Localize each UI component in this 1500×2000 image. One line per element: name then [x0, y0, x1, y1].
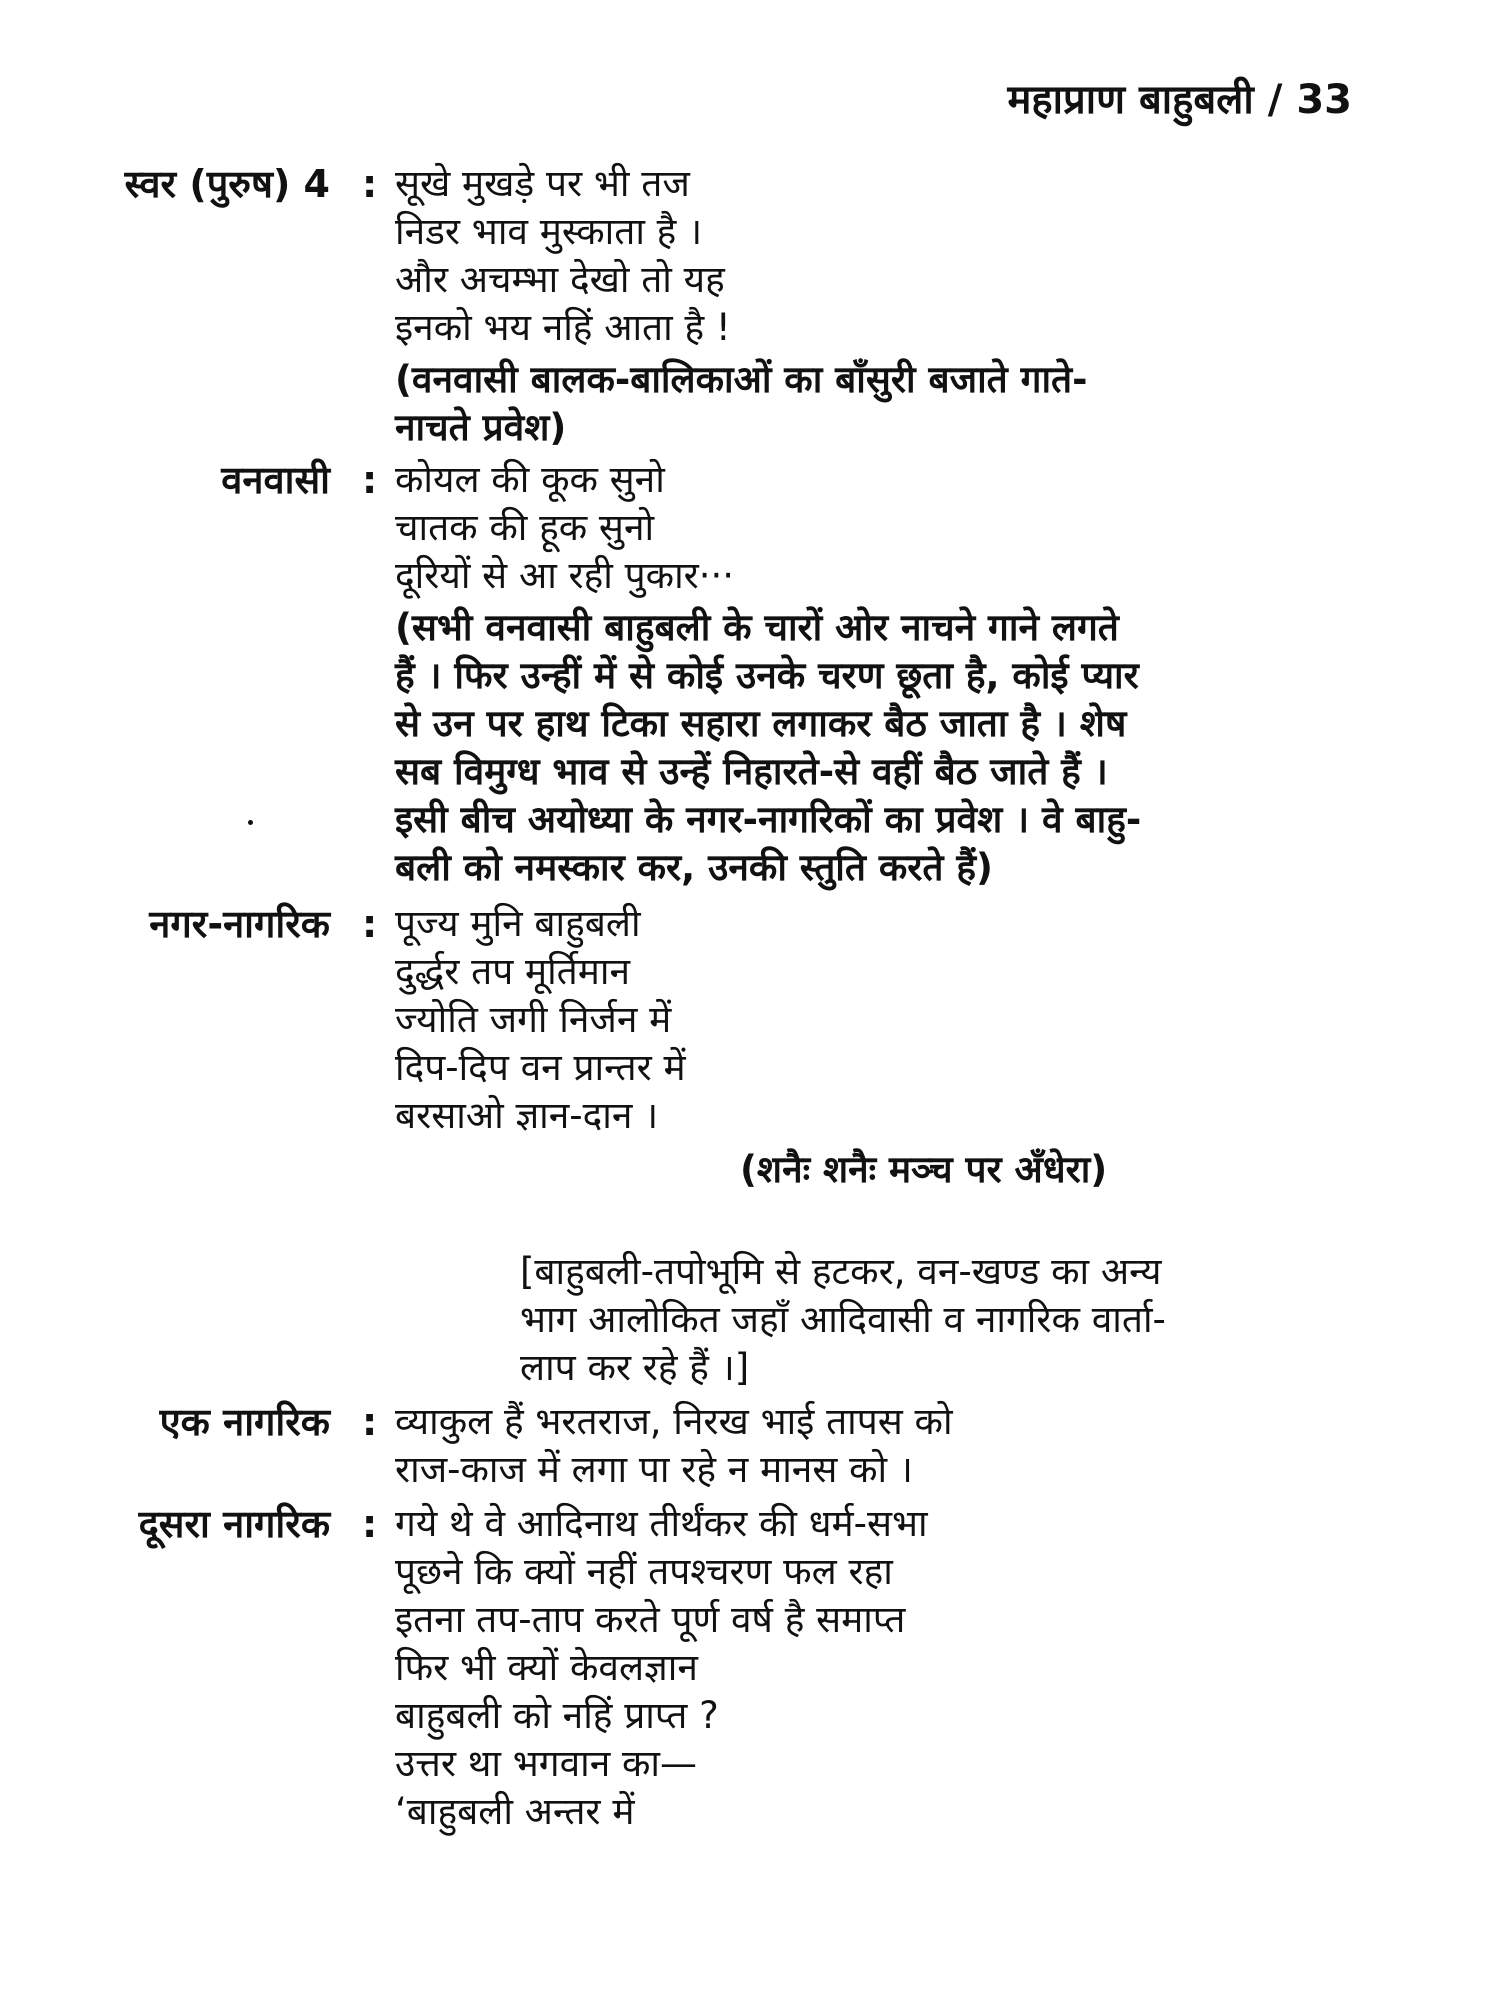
verse-line: गये थे वे आदिनाथ तीर्थंकर की धर्म-सभा [395, 1502, 928, 1545]
speaker-name: एक नागरिक [159, 1400, 330, 1444]
page-number: 33 [1296, 77, 1352, 123]
speck-mark [248, 820, 253, 825]
verse-line: राज-काज में लगा पा रहे न मानस को । [395, 1448, 913, 1491]
verse-line: दुर्द्धर तप मूर्तिमान [395, 950, 631, 993]
stage-direction-line: से उन पर हाथ टिका सहारा लगाकर बैठ जाता है । शेष [395, 702, 1127, 745]
scene-direction-line: [बाहुबली-तपोभूमि से हटकर, वन-खण्ड का अन्य [520, 1250, 1162, 1293]
verse-line: इनको भय नहिं आता है ! [395, 306, 731, 349]
verse-line: निडर भाव मुस्काता है । [395, 210, 703, 253]
verse-line: बाहुबली को नहिं प्राप्त ? [395, 1694, 719, 1737]
stage-direction-line: नाचते प्रवेश) [395, 406, 567, 449]
stage-direction-line: हैं । फिर उन्हीं में से कोई उनके चरण छूता है, कोई प्यार [395, 654, 1139, 697]
speaker-colon: : [362, 1502, 378, 1546]
scene-direction-line: लाप कर रहे हैं ।] [520, 1346, 750, 1389]
verse-line: बरसाओ ज्ञान-दान । [395, 1094, 659, 1137]
speaker-colon: : [362, 458, 378, 502]
stage-direction-line: (सभी वनवासी बाहुबली के चारों ओर नाचने गाने लगते [395, 606, 1119, 649]
book-title: महाप्राण बाहुबली [1007, 77, 1254, 123]
stage-direction-line: सब विमुग्ध भाव से उन्हें निहारते-से वहीं बैठ जाते हैं । [395, 750, 1108, 793]
verse-line: और अचम्भा देखो तो यह [395, 258, 725, 301]
stage-direction-line: (शनैः शनैः मञ्च पर अँधेरा) [740, 1148, 1108, 1191]
scene-direction-line: भाग आलोकित जहाँ आदिवासी व नागरिक वार्ता- [520, 1298, 1166, 1341]
speaker-colon: : [362, 1400, 378, 1444]
verse-line: इतना तप-ताप करते पूर्ण वर्ष है समाप्त [395, 1598, 906, 1641]
verse-line: दूरियों से आ रही पुकार··· [395, 554, 735, 597]
verse-line: कोयल की कूक सुनो [395, 458, 665, 501]
speaker-colon: : [362, 902, 378, 946]
page-header [1007, 70, 1352, 125]
stage-direction-line: बली को नमस्कार कर, उनकी स्तुति करते हैं) [395, 846, 993, 889]
verse-line: व्याकुल हैं भरतराज, निरख भाई तापस को [395, 1400, 953, 1443]
verse-line: चातक की हूक सुनो [395, 506, 655, 549]
speaker-colon: : [362, 162, 378, 206]
header-separator: / [1267, 77, 1283, 123]
speaker-name: वनवासी [221, 458, 330, 502]
stage-direction-line: (वनवासी बालक-बालिकाओं का बाँसुरी बजाते गाते- [395, 358, 1088, 401]
verse-line: दिप-दिप वन प्रान्तर में [395, 1046, 686, 1089]
verse-line: ‘बाहुबली अन्तर में [395, 1790, 635, 1833]
stage-direction-line: इसी बीच अयोध्या के नगर-नागरिकों का प्रवेश । वे बाहु- [395, 798, 1142, 841]
verse-line: पूज्य मुनि बाहुबली [395, 902, 641, 945]
verse-line: ज्योति जगी निर्जन में [395, 998, 672, 1041]
speaker-name: स्वर (पुरुष) 4 [124, 162, 330, 206]
verse-line: सूखे मुखड़े पर भी तज [395, 162, 690, 205]
speaker-name: नगर-नागरिक [149, 902, 330, 946]
verse-line: फिर भी क्यों केवलज्ञान [395, 1646, 698, 1689]
speaker-name: दूसरा नागरिक [138, 1502, 330, 1546]
verse-line: पूछने कि क्यों नहीं तपश्चरण फल रहा [395, 1550, 893, 1593]
verse-line: उत्तर था भगवान का— [395, 1742, 698, 1785]
